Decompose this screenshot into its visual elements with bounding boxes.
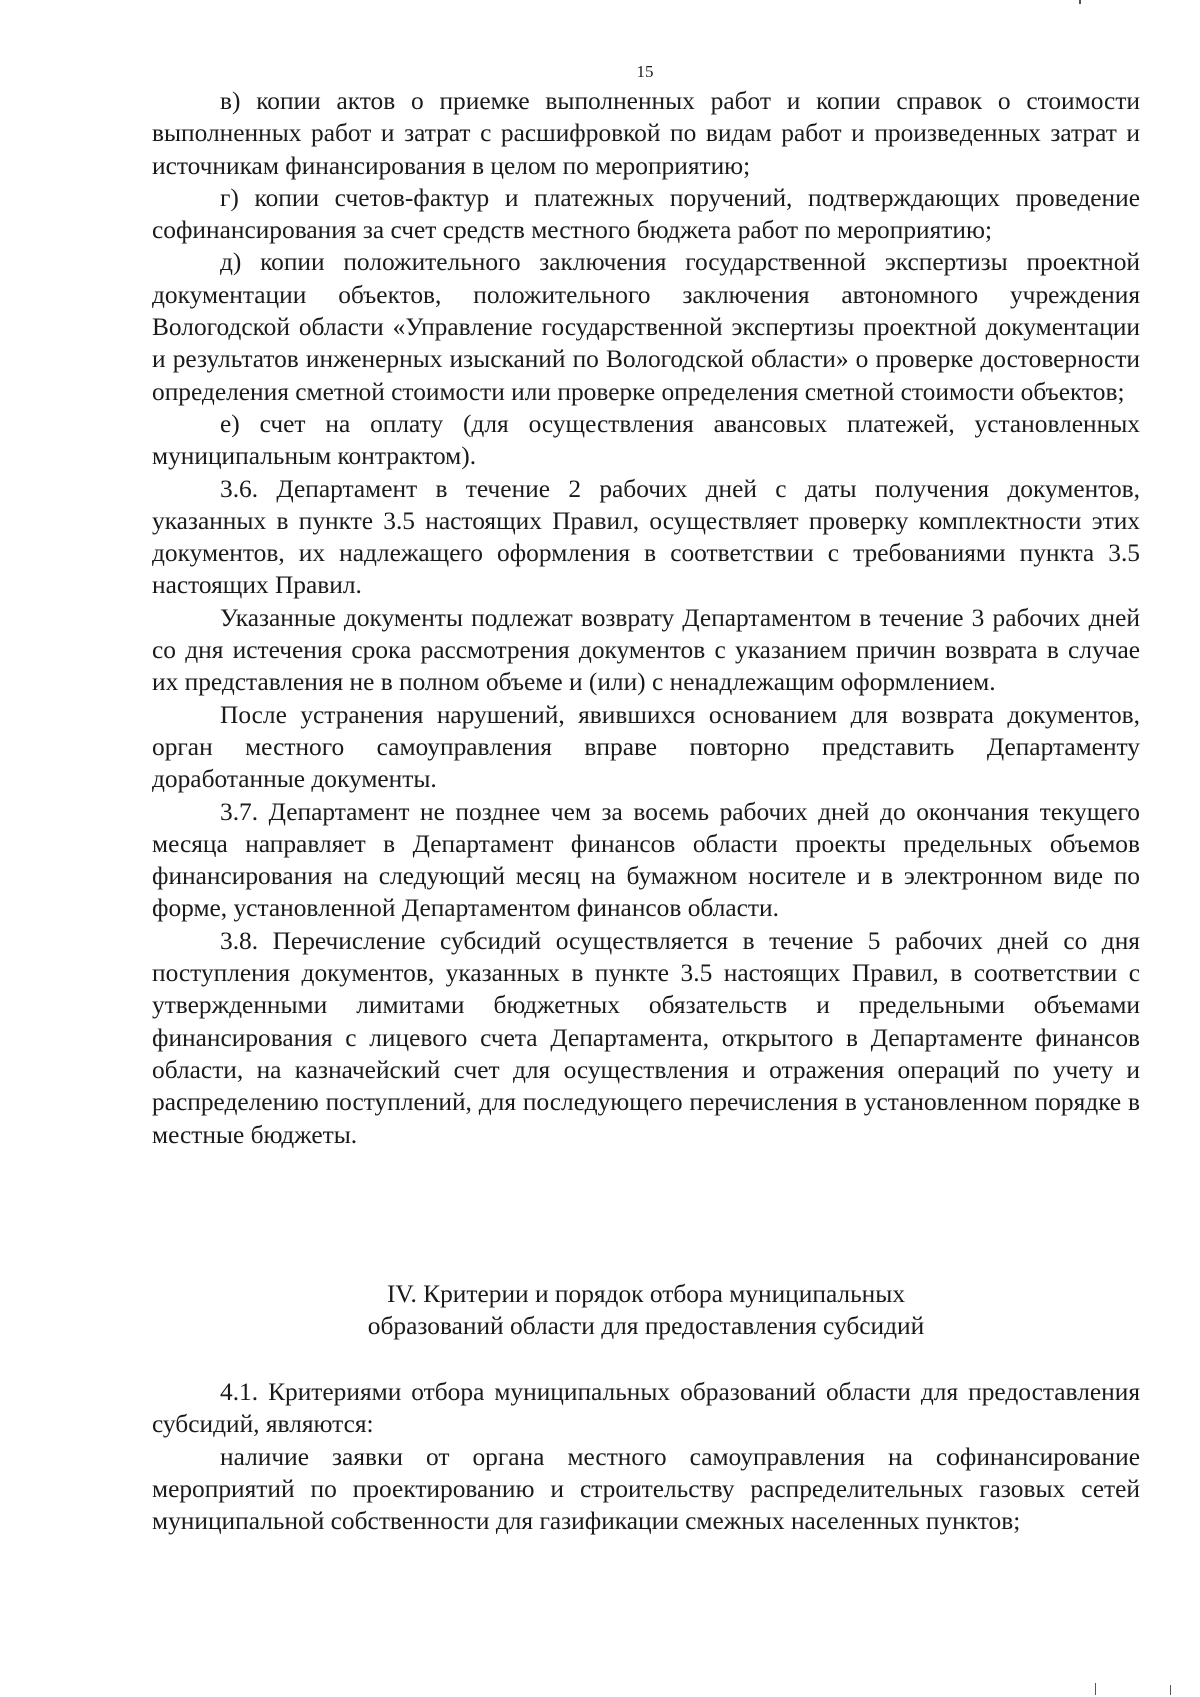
section-heading-line-2: образований области для предоставления субсидий [367,1312,925,1341]
scan-mark-bottom-left [1095,1683,1096,1695]
paragraph-4-1: 4.1. Критериями отбора муниципальных образований области для предоставления субсидий, являются: [152,1378,1140,1439]
paragraph-resubmit: После устранения нарушений, явившихся основанием для возврата документов, орган местного самоуправления вправе повторно представить Департаменту доработанные документы. [152,700,1140,794]
paragraph-return: Указанные документы подлежат возврату Департаментом в течение 3 рабочих дней со дня истечения срока рассмотрения документов с указанием причин возврата в случае их представления не в полном объеме и (или) с ненадлежащим оформлением. [152,603,1140,697]
body-text [152,85,1140,1151]
paragraph-3-8: 3.8. Перечисление субсидий осуществляется в течение 5 рабочих дней со дня поступления документов, указанных в пункте 3.5 настоящих Правил, в соответствии с утвержденными лимитами бюджетных обязательств и предельными объемами финансирования с лицевого счета Департамента, открытого в Департаменте финансов области, на казначейский счет для осуществления и отражения операций по учету и распределению поступлений, для последующего перечисления в установленном порядке в местные бюджеты. [152,926,1140,1149]
page-number: 15 [636,62,654,81]
paragraph-d: д) копии положительного заключения государственной экспертизы проектной документации объектов, положительного заключения автономного учреждения Вологодской области «Управление государственной экспертизы проектной документации и результатов инженерных изысканий по Вологодской области» о проверке достоверности определения сметной стоимости или проверке определения сметной стоимости объектов; [152,248,1140,406]
paragraph-g: г) копии счетов-фактур и платежных поручений, подтверждающих проведение софинансирования за счет средств местного бюджета работ по мероприятию; [152,183,1140,245]
paragraph-3-7: 3.7. Департамент не позднее чем за восемь рабочих дней до окончания текущего месяца направляет в Департамент финансов области проекты предельных объемов финансирования на следующий месяц на бумажном носителе и в электронном виде по форме, установленной Департаментом финансов области. [152,797,1140,923]
section-heading-line-1: IV. Критерии и порядок отбора муниципальных [386,1280,906,1308]
paragraph-3-6: 3.6. Департамент в течение 2 рабочих дней с даты получения документов, указанных в пункте 3.5 настоящих Правил, осуществляет проверку комплектности этих документов, их надлежащего оформления в соответствии с требованиями пункта 3.5 настоящих Правил. [152,474,1140,600]
paragraph-e: е) счет на оплату (для осуществления авансовых платежей, установленных муниципальным контрактом). [152,409,1140,471]
scan-mark-top-right [1079,0,1081,4]
section-heading [152,1278,1140,1343]
paragraph-v: в) копии актов о приемке выполненных работ и копии справок о стоимости выполненных работ и затрат с расшифровкой по видам работ и произведенных затрат и источникам финансирования в целом по мероприятию; [152,87,1140,180]
scan-mark-bottom-right [1170,1685,1171,1695]
section-body-text [152,1376,1140,1537]
paragraph-criterion-application: наличие заявки от органа местного самоуправления на софинансирование мероприятий по проектированию и строительству распределительных газовых сетей муниципальной собственности для газификации смежных населенных пунктов; [152,1442,1140,1536]
